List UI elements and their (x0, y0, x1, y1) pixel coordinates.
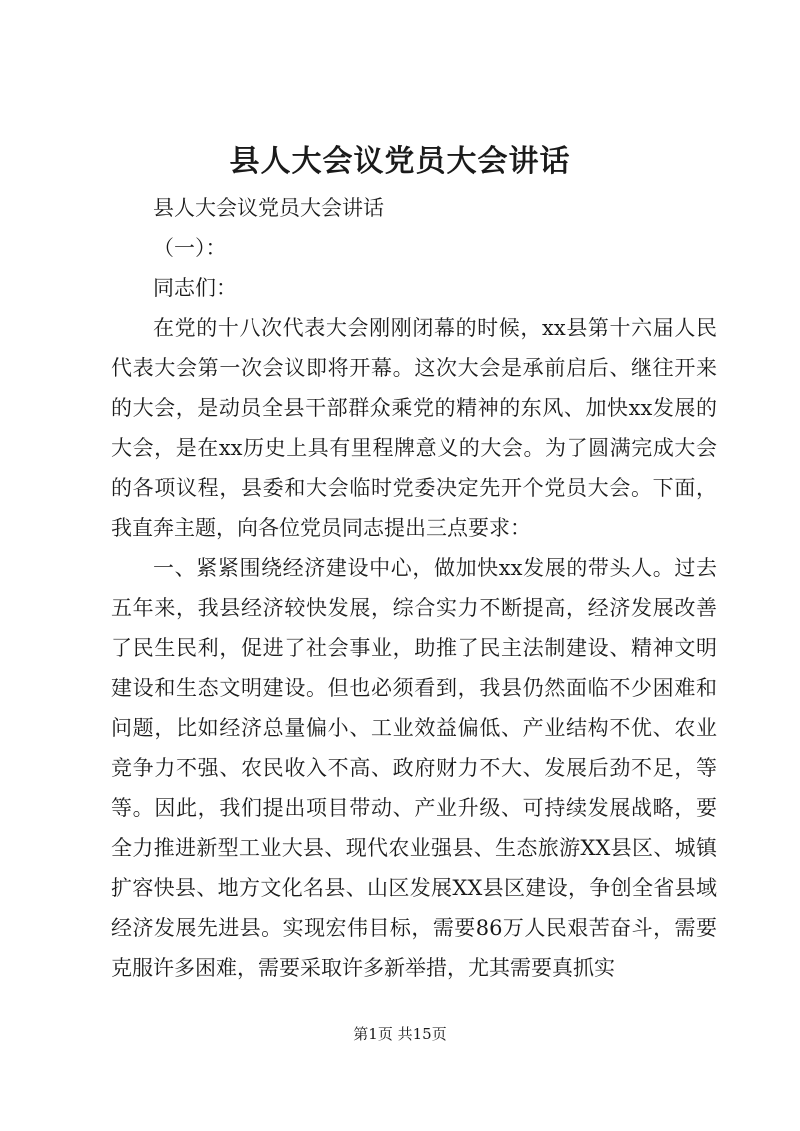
paragraph-point-one: 一、紧紧围绕经济建设中心，做加快xx发展的带头人。过去五年来，我县经济较快发展，综合实力不断提高，经济发展改善了民生民利，促进了社会事业，助推了民主法制建设、精神文明建设和生态文明建设。但也必须看到，我县仍然面临不少困难和问题，比如经济总量偏小、工业效益偏低、产业结构不优、农业竞争力不强、农民收入不高、政府财力不大、发展后劲不足，等等。因此，我们提出项目带动、产业升级、可持续发展战略，要全力推进新型工业大县、现代农业强县、生态旅游XX县区、城镇扩容快县、地方文化名县、山区发展XX县区建设，争创全省县域经济发展先进县。实现宏伟目标，需要86万人民艰苦奋斗，需要克服许多困难，需要采取许多新举措，尤其需要真抓实 (111, 556, 717, 980)
paragraph-section-number: （一）： (153, 236, 227, 260)
document-body (111, 188, 717, 988)
page-number-footer: 第1页 共15页 (353, 1025, 447, 1043)
paragraph-opening: 在党的十八次代表大会刚刚闭幕的时候，xx县第十六届人民代表大会第一次会议即将开幕。这次大会是承前启后、继往开来的大会，是动员全县干部群众乘党的精神的东风、加快xx发展的大会，是在xx历史上具有里程牌意义的大会。为了圆满完成大会的各项议程，县委和大会临时党委决定先开个党员大会。下面，我直奔主题，向各位党员同志提出三点要求： (111, 316, 717, 540)
paragraph-subtitle: 县人大会议党员大会讲话 (153, 196, 384, 220)
document-title: 县人大会议党员大会讲话 (229, 144, 571, 179)
paragraph-salutation: 同志们： (153, 276, 237, 300)
